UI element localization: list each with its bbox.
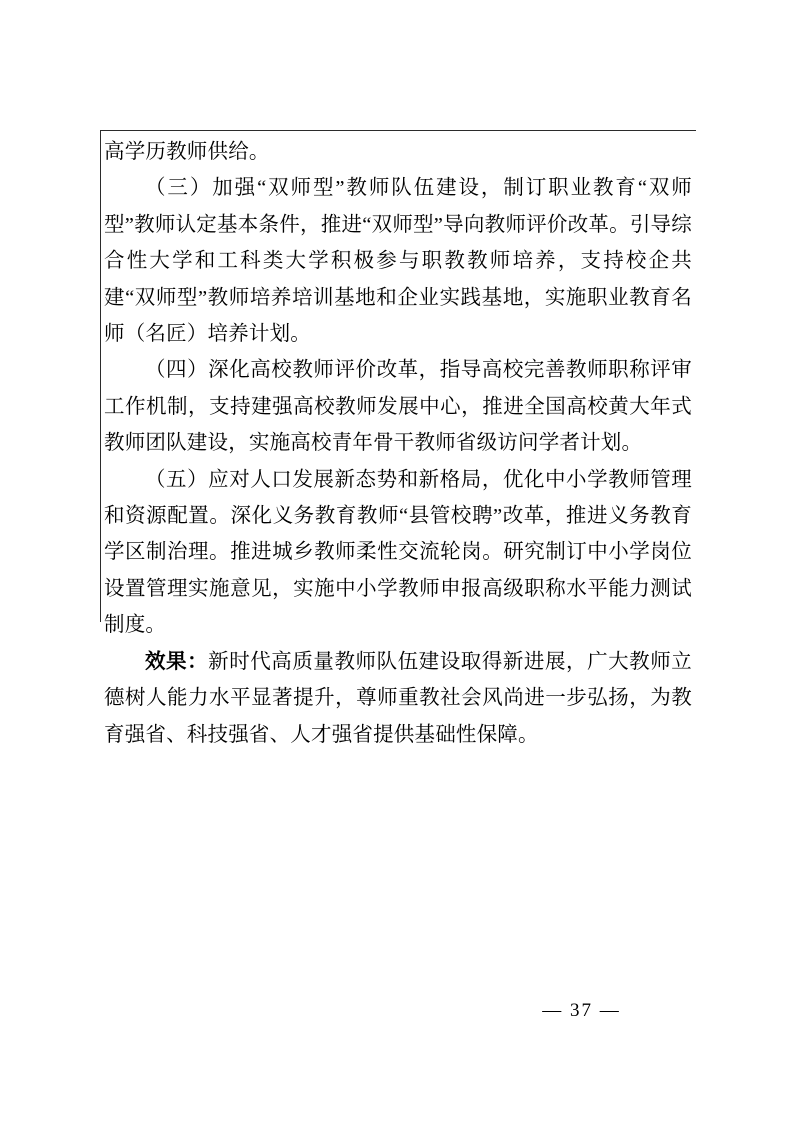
paragraph-item-five: （五）应对人口发展新态势和新格局，优化中小学教师管理和资源配置。深化义务教育教师“县管校聘”改革，推进义务教育学区制治理。推进城乡教师柔性交流轮岗。研究制订中小学岗位设置管理实施意见，实施中小学教师申报高级职称水平能力测试制度。 (104, 468, 692, 637)
paragraph-continued: 高学历教师供给。 (104, 141, 270, 163)
paragraph-item-three: （三）加强“双师型”教师队伍建设，制订职业教育“双师型”教师认定基本条件，推进“双师型”导向教师评价改革。引导综合性大学和工科类大学积极参与职教教师培养，支持校企共建“双师型”教师培养培训基地和企业实践基地，实施职业教育名师（名匠）培养计划。 (104, 177, 692, 346)
paragraph-effect (104, 644, 692, 753)
document-body (104, 134, 692, 753)
page-number (0, 1000, 793, 1022)
paragraph-item-four: （四）深化高校教师评价改革，指导高校完善教师职称评审工作机制，支持建强高校教师发展中心，推进全国高校黄大年式教师团队建设，实施高校青年骨干教师省级访问学者计划。 (104, 359, 692, 455)
page-number-value: — 37 — (542, 1000, 621, 1021)
effect-label: 效果： (145, 649, 209, 673)
effect-text: 新时代高质量教师队伍建设取得新进展，广大教师立德树人能力水平显著提升，尊师重教社会风尚进一步弘扬，为教育强省、科技强省、人才强省提供基础性保障。 (104, 650, 692, 746)
